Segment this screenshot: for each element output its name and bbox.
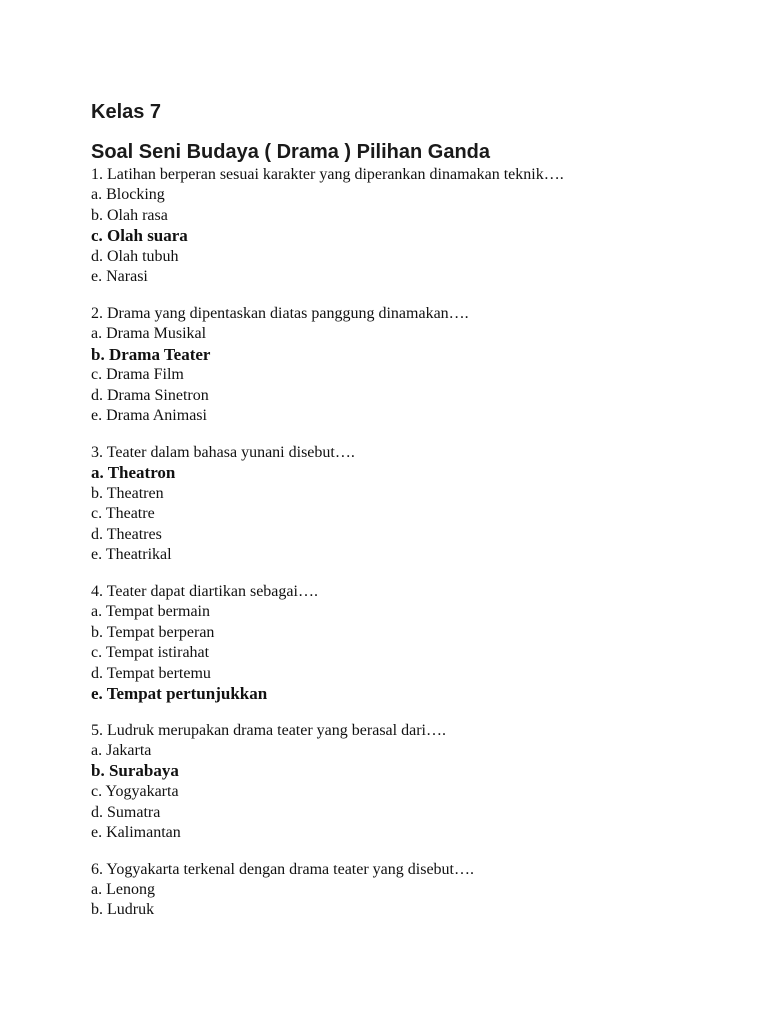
- question-text: 1. Latihan berperan sesuai karakter yang diperankan dinamakan teknik….: [91, 166, 564, 183]
- answer-option: e. Theatrikal: [91, 546, 172, 564]
- question-2: [91, 304, 731, 427]
- answer-option: c. Theatre: [91, 505, 155, 523]
- page-title: Soal Seni Budaya ( Drama ) Pilihan Ganda: [91, 141, 490, 163]
- question-list: [91, 165, 731, 921]
- question-text: 4. Teater dapat diartikan sebagai….: [91, 582, 318, 600]
- answer-option: d. Sumatra: [91, 803, 161, 821]
- answer-option-correct: b. Surabaya: [91, 761, 179, 781]
- answer-option-correct: a. Theatron: [91, 462, 176, 482]
- answer-option: a. Jakarta: [91, 741, 152, 759]
- answer-option-correct: c. Olah suara: [91, 226, 188, 246]
- answer-option: b. Theatren: [91, 484, 164, 502]
- answer-option: e. Kalimantan: [91, 824, 181, 842]
- answer-option: e. Narasi: [91, 268, 148, 286]
- question-text: 6. Yogyakarta terkenal dengan drama teater yang disebut….: [91, 860, 474, 878]
- question-1: [91, 165, 731, 288]
- answer-option: c. Tempat istirahat: [91, 644, 210, 662]
- answer-option: c. Yogyakarta: [91, 783, 179, 801]
- question-text: 3. Teater dalam bahasa yunani disebut….: [91, 443, 355, 461]
- question-4: [91, 582, 731, 705]
- answer-option: b. Ludruk: [91, 901, 155, 919]
- answer-option: a. Drama Musikal: [91, 324, 207, 342]
- answer-option: a. Lenong: [91, 880, 155, 898]
- question-6: [91, 860, 731, 921]
- answer-option: d. Drama Sinetron: [91, 386, 209, 404]
- answer-option: a. Blocking: [91, 186, 165, 203]
- answer-option: e. Drama Animasi: [91, 407, 207, 425]
- question-text: 5. Ludruk merupakan drama teater yang berasal dari….: [91, 721, 446, 739]
- answer-option: d. Olah tubuh: [91, 247, 179, 265]
- question-text: 2. Drama yang dipentaskan diatas panggung dinamakan….: [91, 304, 469, 322]
- answer-option: d. Tempat bertemu: [91, 664, 211, 682]
- answer-option: b. Olah rasa: [91, 206, 168, 224]
- answer-option-correct: b. Drama Teater: [91, 344, 211, 364]
- answer-option: c. Drama Film: [91, 366, 184, 384]
- answer-option-correct: e. Tempat pertunjukkan: [91, 684, 268, 704]
- question-3: [91, 443, 731, 566]
- answer-option: a. Tempat bermain: [91, 602, 210, 620]
- answer-option: d. Theatres: [91, 525, 162, 543]
- class-heading: Kelas 7: [91, 101, 162, 123]
- document-page: [91, 100, 731, 921]
- answer-option: b. Tempat berperan: [91, 623, 215, 641]
- question-5: [91, 721, 731, 844]
